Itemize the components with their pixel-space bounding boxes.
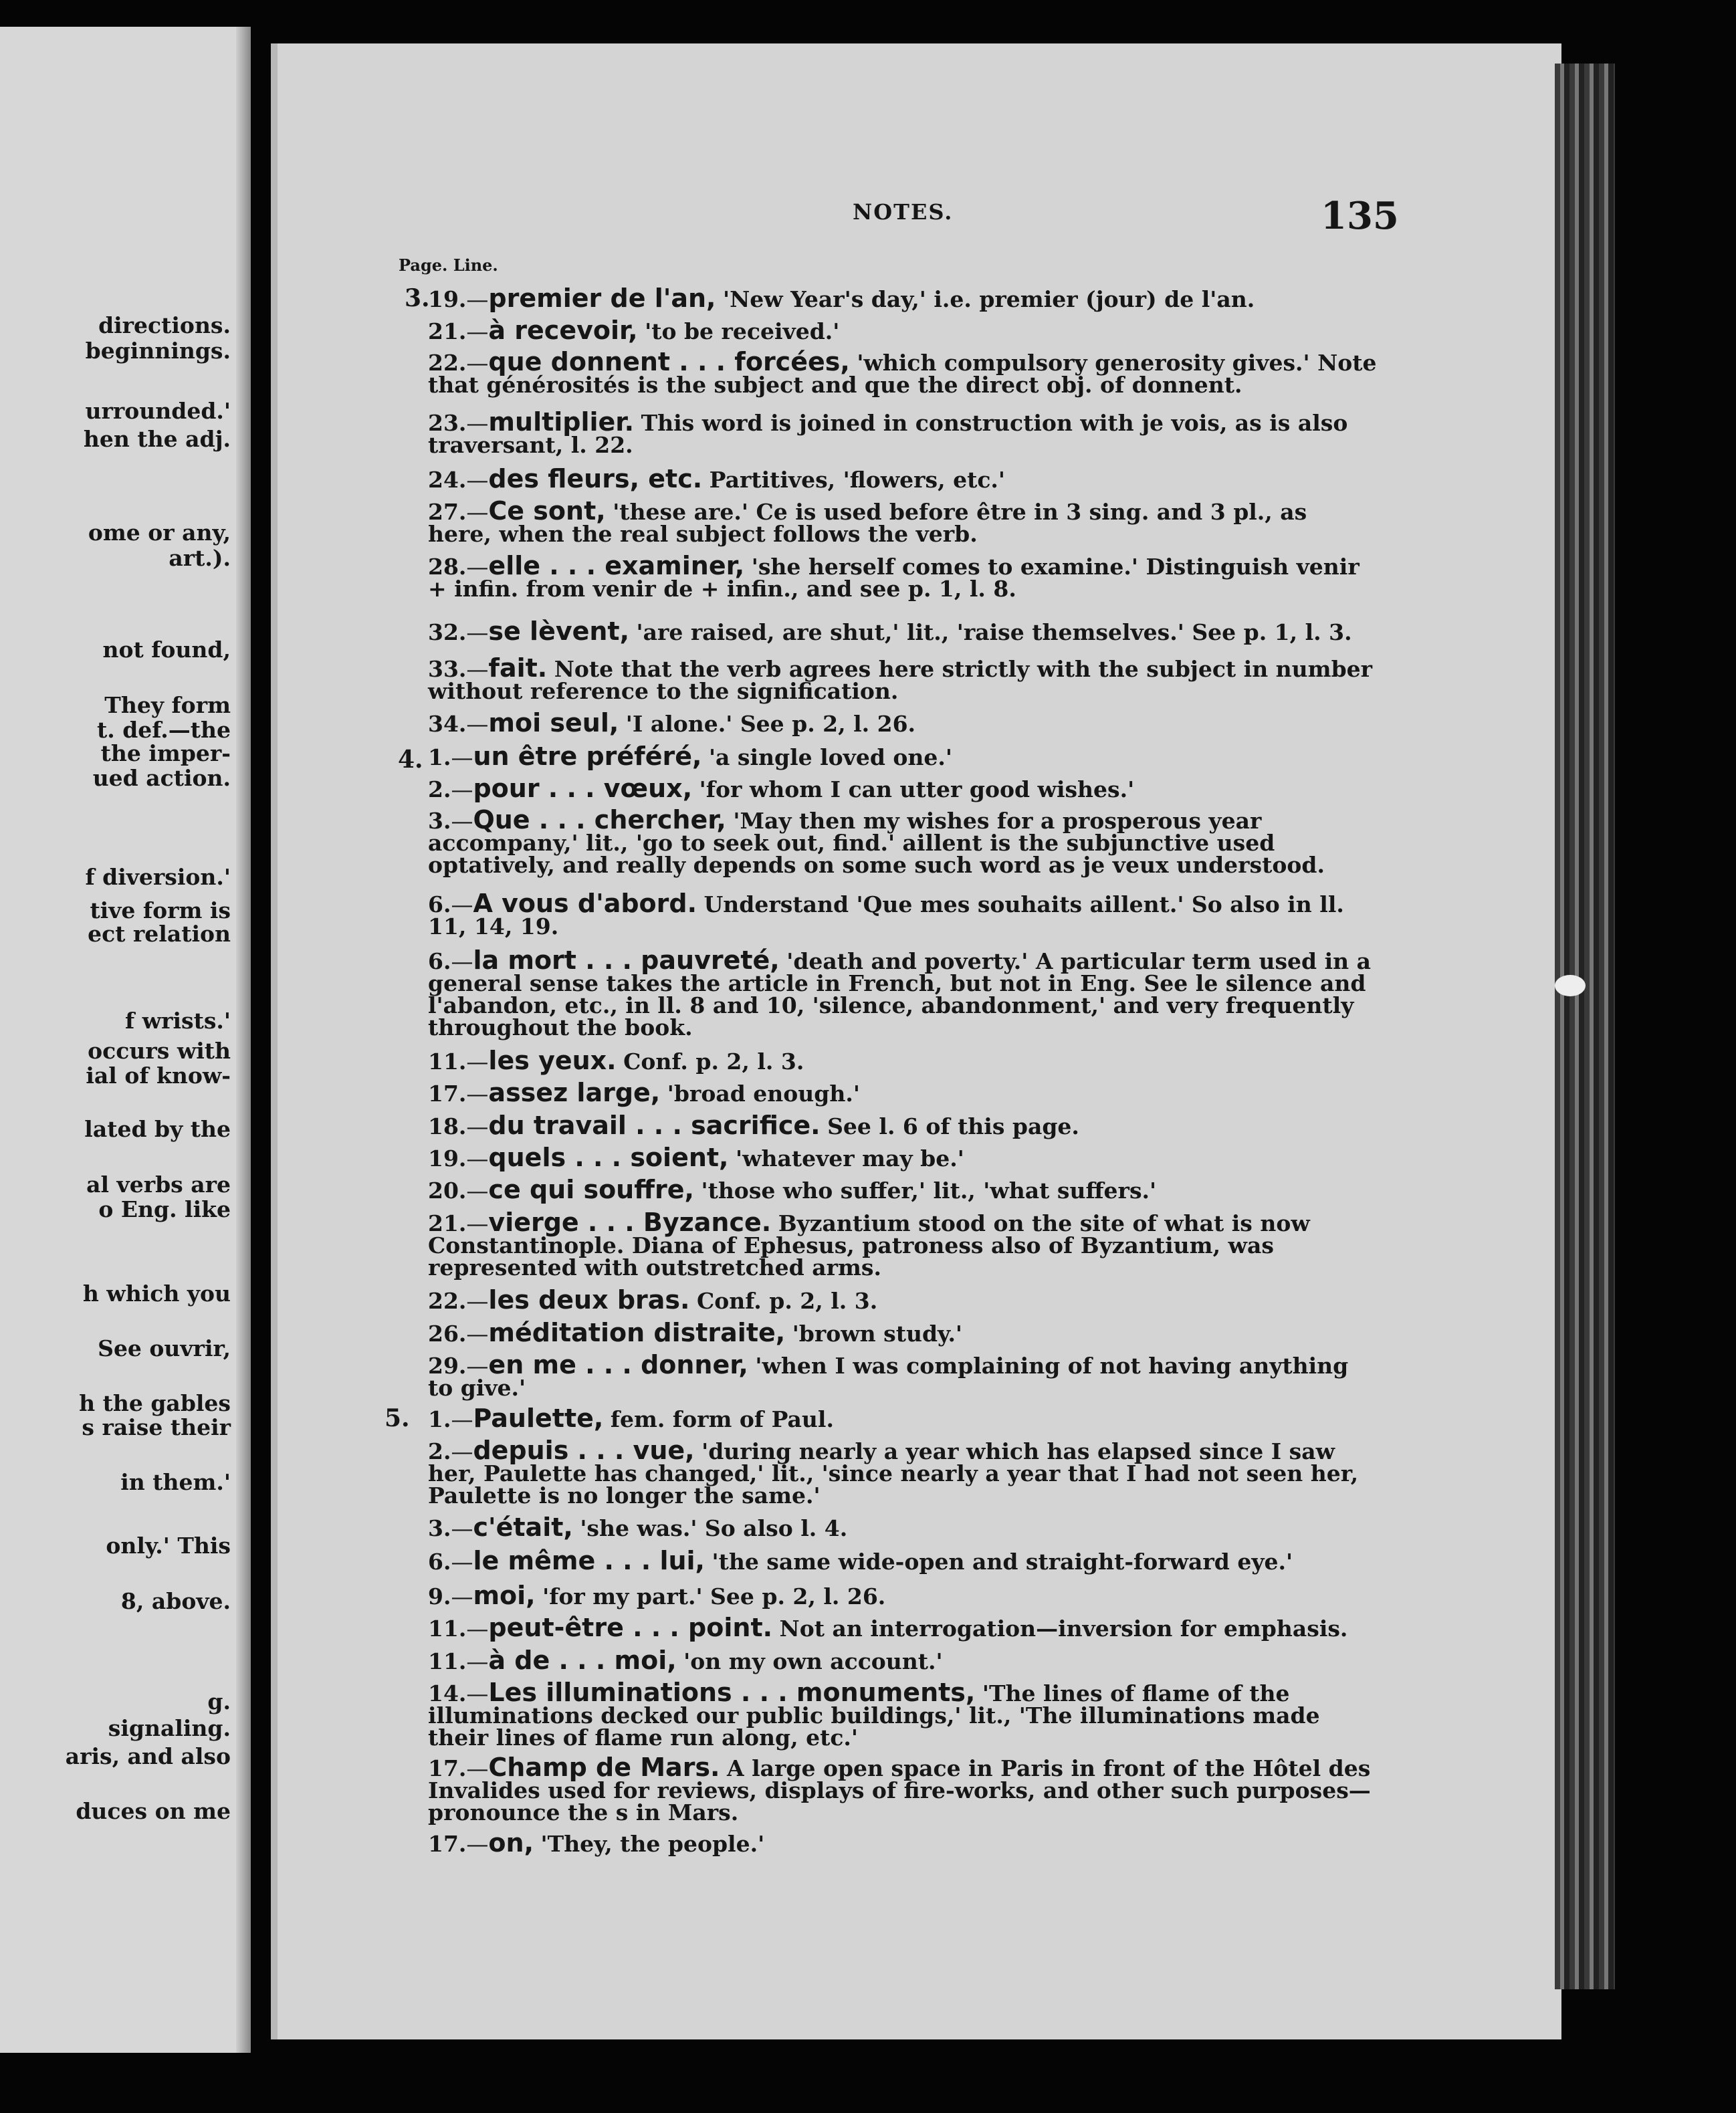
- running-title: NOTES.: [853, 199, 954, 225]
- line-number: 17.: [428, 1755, 467, 1781]
- page-reference-marker: 3.: [405, 284, 430, 312]
- note-gloss: 'whatever may be.': [736, 1145, 964, 1172]
- previous-page-line: ome or any,: [88, 520, 231, 546]
- note-entry: 28.—elle . . . examiner, 'she herself comes to examine.' Distinguish venir + infin. from venir de + infin., and see p. 1, l. 8.: [428, 551, 1360, 602]
- note-headword: à recevoir,: [488, 316, 638, 345]
- note-headword: un être préféré,: [473, 742, 702, 771]
- previous-page-line: ial of know-: [86, 1063, 231, 1089]
- line-number: 1.: [428, 744, 451, 770]
- line-number: 2.: [428, 1438, 451, 1464]
- note-gloss: 'those who suffer,' lit., 'what suffers.': [701, 1178, 1157, 1204]
- note-entry: 2.—depuis . . . vue, 'during nearly a year which has elapsed since I saw her, Paulette has changed,' lit., 'since nearly a year that I had not seen her, Paulette is no longer the same.': [428, 1436, 1359, 1509]
- line-number: 34.: [428, 711, 467, 737]
- previous-page-line: art.).: [169, 545, 231, 571]
- column-header: Page. Line.: [399, 255, 498, 275]
- previous-page-line: f wrists.': [124, 1008, 231, 1034]
- note-entry: 6.—la mort . . . pauvreté, 'death and poverty.' A particular term used in a general sense takes the article in French, but not in Eng. See le silence and l'abandon, etc., in ll. 8 and 10, 'silence, abandonment,' and very frequently throughout the book.: [428, 946, 1371, 1040]
- note-entry: 1.—Paulette, fem. form of Paul.: [428, 1404, 834, 1433]
- previous-page-line: g.: [207, 1688, 231, 1714]
- note-entry: 22.—que donnent . . . forcées, 'which compulsory generosity gives.' Note that générosités is the subject and que the direct obj. of donnent.: [428, 347, 1377, 398]
- note-headword: on,: [488, 1828, 534, 1858]
- note-gloss: 'these are.' Ce is used before être in 3 sing. and 3 pl., as here, when the real subject follows the verb.: [428, 499, 1307, 547]
- note-gloss: Note that the verb agrees here strictly with the subject in number without reference to the signification.: [428, 656, 1373, 704]
- previous-page: [0, 27, 251, 2053]
- note-gloss: 'she herself comes to examine.' Distinguish venir + infin. from venir de + infin., and see p. 1, l. 8.: [428, 554, 1360, 602]
- line-number: 11.: [428, 1616, 467, 1642]
- line-number: 6.: [428, 948, 451, 974]
- note-headword: c'était,: [473, 1513, 573, 1542]
- note-headword: moi,: [473, 1581, 536, 1610]
- previous-page-line: occurs with: [88, 1038, 231, 1064]
- previous-page-line: aris, and also: [65, 1743, 231, 1769]
- note-headword: la mort . . . pauvreté,: [473, 946, 780, 975]
- note-gloss: 'she was.' So also l. 4.: [580, 1515, 848, 1541]
- note-entry: 34.—moi seul, 'I alone.' See p. 2, l. 26.: [428, 708, 916, 738]
- note-gloss: 'to be received.': [645, 318, 840, 344]
- note-gloss: See l. 6 of this page.: [827, 1113, 1079, 1139]
- note-headword: à de . . . moi,: [488, 1646, 677, 1675]
- note-headword: se lèvent,: [488, 617, 630, 646]
- note-headword: Paulette,: [473, 1404, 604, 1433]
- note-entry: 11.—les yeux. Conf. p. 2, l. 3.: [428, 1046, 804, 1075]
- note-entry: 11.—à de . . . moi, 'on my own account.': [428, 1646, 943, 1675]
- line-number: 19.: [428, 286, 467, 312]
- note-gloss: 'on my own account.': [683, 1648, 943, 1674]
- line-number: 11.: [428, 1648, 467, 1674]
- line-number: 3.: [428, 808, 451, 834]
- note-gloss: Partitives, 'flowers, etc.': [709, 467, 1006, 493]
- previous-page-line: urrounded.': [85, 398, 231, 424]
- note-entry: 6.—A vous d'abord. Understand 'Que mes souhaits aillent.' So also in ll. 11, 14, 19.: [428, 889, 1344, 939]
- note-entry: 18.—du travail . . . sacrifice. See l. 6 of this page.: [428, 1111, 1079, 1140]
- note-entry: 24.—des fleurs, etc. Partitives, 'flowers, etc.': [428, 464, 1006, 493]
- note-entry: 14.—Les illuminations . . . monuments, 'The lines of flame of the illuminations decked our public buildings,' lit., 'The illuminations made their lines of flame run along, etc.': [428, 1678, 1320, 1751]
- book-spine: [1555, 64, 1615, 1989]
- previous-page-line: ued action.: [92, 765, 231, 791]
- page-number: 135: [1321, 194, 1399, 238]
- note-gloss: Byzantium stood on the site of what is now Constantinople. Diana of Ephesus, patroness also of Byzantium, was represented with outstretched arms.: [428, 1210, 1310, 1281]
- note-entry: 21.—à recevoir, 'to be received.': [428, 316, 840, 345]
- line-number: 32.: [428, 619, 467, 645]
- line-number: 17.: [428, 1831, 467, 1857]
- note-headword: méditation distraite,: [488, 1318, 786, 1347]
- note-gloss: Conf. p. 2, l. 3.: [623, 1048, 804, 1075]
- previous-page-line: lated by the: [84, 1116, 231, 1142]
- note-headword: Que . . . chercher,: [473, 805, 726, 835]
- note-headword: que donnent . . . forcées,: [488, 347, 850, 376]
- previous-page-line: not found,: [102, 637, 231, 663]
- previous-page-line: o Eng. like: [98, 1196, 231, 1222]
- previous-page-line: al verbs are: [86, 1172, 231, 1198]
- previous-page-line: s raise their: [82, 1414, 231, 1440]
- line-number: 29.: [428, 1353, 467, 1379]
- line-number: 19.: [428, 1145, 467, 1172]
- previous-page-line: signaling.: [108, 1715, 231, 1741]
- line-number: 21.: [428, 318, 467, 344]
- line-number: 14.: [428, 1680, 467, 1706]
- previous-page-line: 8, above.: [120, 1588, 231, 1614]
- note-headword: moi seul,: [488, 708, 619, 738]
- line-number: 11.: [428, 1048, 467, 1075]
- note-headword: ce qui souffre,: [488, 1175, 694, 1204]
- note-headword: Champ de Mars.: [488, 1753, 720, 1782]
- note-headword: des fleurs, etc.: [488, 464, 703, 493]
- note-entry: 9.—moi, 'for my part.' See p. 2, l. 26.: [428, 1581, 886, 1610]
- note-gloss: 'the same wide-open and straight-forward eye.': [712, 1549, 1293, 1575]
- note-entry: 17.—assez large, 'broad enough.': [428, 1078, 860, 1107]
- previous-page-line: h which you: [82, 1281, 231, 1307]
- note-gloss: 'They, the people.': [540, 1831, 765, 1857]
- note-headword: Les illuminations . . . monuments,: [488, 1678, 976, 1707]
- note-entry: 26.—méditation distraite, 'brown study.': [428, 1318, 963, 1347]
- previous-page-line: duces on me: [76, 1798, 231, 1824]
- note-gloss: 'New Year's day,' i.e. premier (jour) de l'an.: [723, 286, 1255, 312]
- note-gloss: 'I alone.' See p. 2, l. 26.: [625, 711, 916, 737]
- line-number: 24.: [428, 467, 467, 493]
- note-gloss: Not an interrogation—inversion for emphasis.: [779, 1616, 1348, 1642]
- note-gloss: 'death and poverty.' A particular term used in a general sense takes the article in French, but not in Eng. See le silence and l'abandon, etc., in ll. 8 and 10, 'silence, abandonment,' and very frequently throughout the book.: [428, 948, 1371, 1040]
- line-number: 1.: [428, 1406, 451, 1432]
- note-entry: 33.—fait. Note that the verb agrees here strictly with the subject in number without reference to the signification.: [428, 653, 1373, 704]
- page-fold: [236, 27, 251, 2053]
- line-number: 27.: [428, 499, 467, 525]
- page-reference-marker: 4.: [398, 746, 423, 774]
- line-number: 22.: [428, 1288, 467, 1314]
- line-number: 23.: [428, 410, 467, 436]
- note-gloss: 'for my part.' See p. 2, l. 26.: [542, 1583, 886, 1609]
- note-gloss: fem. form of Paul.: [610, 1406, 834, 1432]
- note-headword: elle . . . examiner,: [488, 551, 745, 580]
- note-gloss: 'when I was complaining of not having anything to give.': [428, 1353, 1349, 1401]
- note-entry: 3.—c'était, 'she was.' So also l. 4.: [428, 1513, 848, 1542]
- line-number: 22.: [428, 350, 467, 376]
- note-entry: 27.—Ce sont, 'these are.' Ce is used before être in 3 sing. and 3 pl., as here, when the real subject follows the verb.: [428, 496, 1307, 547]
- previous-page-line: f diversion.': [85, 864, 231, 890]
- note-entry: 32.—se lèvent, 'are raised, are shut,' lit., 'raise themselves.' See p. 1, l. 3.: [428, 617, 1352, 646]
- note-entry: 3.—Que . . . chercher, 'May then my wishes for a prosperous year accompany,' lit., 'go to seek out, find.' aillent is the subjunctive used optatively, and really depends on some such word as je veux understood.: [428, 805, 1325, 878]
- line-number: 18.: [428, 1113, 467, 1139]
- previous-page-line: in them.': [120, 1469, 231, 1495]
- previous-page-line: the imper-: [100, 740, 231, 766]
- previous-page-line: They form: [104, 692, 231, 718]
- note-gloss: 'which compulsory generosity gives.' Note that générosités is the subject and que the direct obj. of donnent.: [428, 350, 1377, 398]
- note-gloss: 'during nearly a year which has elapsed since I saw her, Paulette has changed,' lit., 'since nearly a year that I had not seen her, Paulette is no longer the same.': [428, 1438, 1359, 1509]
- note-gloss: 'broad enough.': [667, 1081, 860, 1107]
- note-entry: 22.—les deux bras. Conf. p. 2, l. 3.: [428, 1285, 878, 1315]
- note-gloss: Understand 'Que mes souhaits aillent.' So also in ll. 11, 14, 19.: [428, 891, 1344, 939]
- previous-page-line: t. def.—the: [96, 717, 231, 743]
- line-number: 26.: [428, 1321, 467, 1347]
- note-entry: 17.—Champ de Mars. A large open space in Paris in front of the Hôtel des Invalides used for reviews, displays of fire-works, and other such purposes—pronounce the s in Mars.: [428, 1753, 1371, 1825]
- note-gloss: 'a single loved one.': [708, 744, 952, 770]
- note-gloss: 'May then my wishes for a prosperous year accompany,' lit., 'go to seek out, find.' aillent is the subjunctive used optatively, and really depends on some such word as je veux understood.: [428, 808, 1325, 878]
- note-entry: 17.—on, 'They, the people.': [428, 1828, 765, 1858]
- note-headword: fait.: [488, 653, 548, 683]
- note-entry: 19.—premier de l'an, 'New Year's day,' i.e. premier (jour) de l'an.: [428, 284, 1255, 313]
- note-headword: multiplier.: [488, 407, 635, 437]
- previous-page-line: hen the adj.: [83, 426, 231, 452]
- note-entry: 2.—pour . . . vœux, 'for whom I can utter good wishes.': [428, 774, 1135, 803]
- line-number: 6.: [428, 1549, 451, 1575]
- note-headword: le même . . . lui,: [473, 1546, 705, 1575]
- note-gloss: 'The lines of flame of the illuminations decked our public buildings,' lit., 'The illuminations made their lines of flame run along, etc.': [428, 1680, 1320, 1751]
- note-entry: 23.—multiplier. This word is joined in construction with je vois, as is also traversant, l. 22.: [428, 407, 1348, 458]
- note-entry: 6.—le même . . . lui, 'the same wide-open and straight-forward eye.': [428, 1546, 1293, 1575]
- note-headword: Ce sont,: [488, 496, 606, 526]
- note-entry: 19.—quels . . . soient, 'whatever may be.': [428, 1143, 964, 1172]
- paper-blemish: [1555, 975, 1586, 996]
- previous-page-line: tive form is: [90, 897, 231, 923]
- line-number: 20.: [428, 1178, 467, 1204]
- line-number: 33.: [428, 656, 467, 682]
- note-gloss: Conf. p. 2, l. 3.: [696, 1288, 878, 1314]
- line-number: 17.: [428, 1081, 467, 1107]
- note-entry: 21.—vierge . . . Byzance. Byzantium stood on the site of what is now Constantinople. Diana of Ephesus, patroness also of Byzantium, was represented with outstretched arms.: [428, 1208, 1310, 1281]
- note-entry: 1.—un être préféré, 'a single loved one.': [428, 742, 952, 771]
- note-entry: 29.—en me . . . donner, 'when I was complaining of not having anything to give.': [428, 1350, 1349, 1401]
- note-entry: 11.—peut-être . . . point. Not an interrogation—inversion for emphasis.: [428, 1613, 1348, 1642]
- note-gloss: 'are raised, are shut,' lit., 'raise themselves.' See p. 1, l. 3.: [636, 619, 1352, 645]
- previous-page-line: only.' This: [106, 1533, 231, 1559]
- line-number: 2.: [428, 776, 451, 802]
- note-headword: depuis . . . vue,: [473, 1436, 695, 1465]
- previous-page-line: h the gables: [79, 1390, 231, 1416]
- line-number: 6.: [428, 891, 451, 917]
- previous-page-line: beginnings.: [85, 338, 231, 364]
- note-headword: peut-être . . . point.: [488, 1613, 773, 1642]
- note-headword: pour . . . vœux,: [473, 774, 693, 803]
- note-headword: les yeux.: [488, 1046, 617, 1075]
- line-number: 3.: [428, 1515, 451, 1541]
- note-gloss: This word is joined in construction with je vois, as is also traversant, l. 22.: [428, 410, 1348, 458]
- previous-page-line: ect relation: [88, 921, 231, 947]
- note-headword: en me . . . donner,: [488, 1350, 748, 1379]
- page-reference-marker: 5.: [385, 1404, 410, 1432]
- note-entry: 20.—ce qui souffre, 'those who suffer,' lit., 'what suffers.': [428, 1175, 1157, 1204]
- note-headword: premier de l'an,: [488, 284, 716, 313]
- note-gloss: 'brown study.': [792, 1321, 963, 1347]
- note-headword: quels . . . soient,: [488, 1143, 729, 1172]
- previous-page-line: See ouvrir,: [98, 1335, 231, 1361]
- note-gloss: 'for whom I can utter good wishes.': [699, 776, 1135, 802]
- line-number: 21.: [428, 1210, 467, 1236]
- note-headword: les deux bras.: [488, 1285, 690, 1315]
- note-headword: du travail . . . sacrifice.: [488, 1111, 821, 1140]
- note-headword: A vous d'abord.: [473, 889, 697, 918]
- note-headword: vierge . . . Byzance.: [488, 1208, 772, 1237]
- line-number: 9.: [428, 1583, 451, 1609]
- note-headword: assez large,: [488, 1078, 661, 1107]
- note-gloss: A large open space in Paris in front of the Hôtel des Invalides used for reviews, displays of fire-works, and other such purposes—pronounce the s in Mars.: [428, 1755, 1371, 1825]
- line-number: 28.: [428, 554, 467, 580]
- previous-page-line: directions.: [98, 312, 231, 338]
